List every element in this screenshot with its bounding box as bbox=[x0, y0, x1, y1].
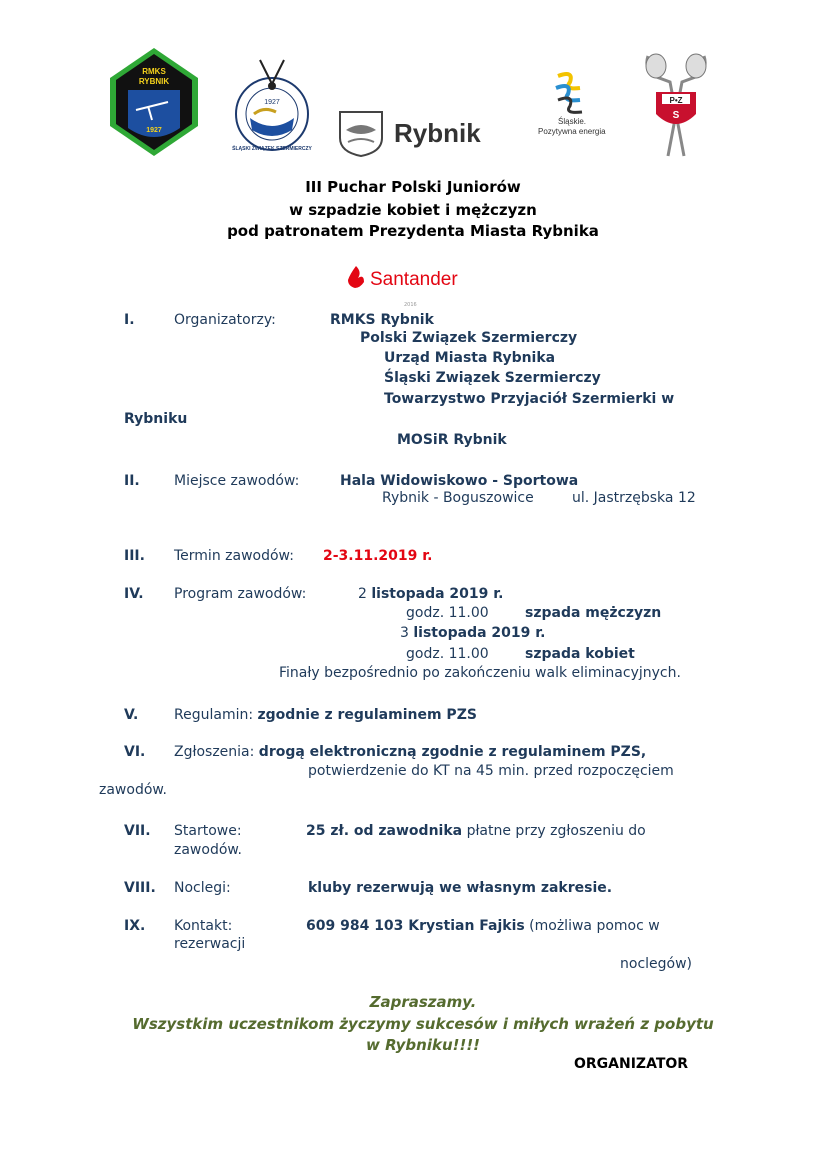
section-2-number: II. bbox=[124, 473, 140, 489]
fee-text bbox=[306, 823, 646, 839]
section-5-label: Regulamin: bbox=[174, 707, 254, 723]
szz-arc-text: ŚLĄSKI ZWIĄZEK SZERMIERCZY bbox=[232, 146, 312, 152]
section-6-text bbox=[174, 744, 646, 760]
santander-wordmark: Santander bbox=[370, 269, 458, 290]
program-day-1 bbox=[358, 586, 504, 602]
rmks-line2: RYBNIK bbox=[138, 77, 170, 86]
rmks-rybnik-logo bbox=[108, 46, 200, 158]
contact-line-3: noclegów) bbox=[620, 956, 693, 972]
rmks-year: 1927 bbox=[146, 127, 162, 134]
section-2-label: Miejsce zawodów: bbox=[174, 473, 300, 489]
section-3-label: Termin zawodów: bbox=[174, 548, 294, 564]
section-8-number: VIII. bbox=[124, 880, 156, 896]
regulations-value: zgodnie z regulaminem PZS bbox=[257, 707, 477, 723]
program-event-2: szpada kobiet bbox=[525, 646, 635, 662]
section-8-label: Noclegi: bbox=[174, 880, 231, 896]
registration-line-2: potwierdzenie do KT na 45 min. przed rozpoczęciem bbox=[308, 763, 674, 779]
signature: ORGANIZATOR bbox=[574, 1056, 689, 1072]
section-4-label: Program zawodów: bbox=[174, 586, 307, 602]
tiny-mark: 2016 bbox=[404, 302, 417, 308]
organizer-4: Śląski Związek Szermierczy bbox=[384, 370, 601, 386]
rmks-line1: RMKS bbox=[142, 67, 166, 76]
section-5-text bbox=[174, 707, 477, 723]
fee-value: 25 zł. od zawodnika bbox=[306, 823, 463, 839]
santander-logo bbox=[346, 264, 480, 290]
organizer-2: Polski Związek Szermierczy bbox=[360, 330, 578, 346]
closing-invitation: Zapraszamy. bbox=[369, 993, 477, 1011]
contact-rest: (możliwa pomoc w bbox=[529, 918, 660, 934]
organizer-5-continued: Rybniku bbox=[124, 411, 188, 427]
program-time-1: godz. 11.00 bbox=[406, 605, 489, 621]
accommodation-value: kluby rezerwują we własnym zakresie. bbox=[308, 880, 613, 896]
slaski-zwiazek-szermierczy-logo bbox=[230, 58, 314, 154]
section-1-number: I. bbox=[124, 312, 135, 328]
fee-line-2: zawodów. bbox=[174, 842, 243, 858]
slaskie-line1: Śląskie. bbox=[558, 117, 587, 126]
section-6-label: Zgłoszenia: bbox=[174, 744, 255, 760]
program-day-1-month: listopada 2019 r. bbox=[371, 586, 504, 602]
rybnik-wordmark: Rybnik bbox=[394, 118, 481, 148]
program-finals-note: Finały bezpośrednio po zakończeniu walk eliminacyjnych. bbox=[279, 665, 681, 681]
venue-street: ul. Jastrzębska 12 bbox=[572, 490, 696, 506]
program-day-2 bbox=[400, 625, 546, 641]
section-5-number: V. bbox=[124, 707, 139, 723]
section-9-label: Kontakt: bbox=[174, 918, 233, 934]
section-4-number: IV. bbox=[124, 586, 144, 602]
slaskie-logo bbox=[536, 68, 616, 140]
program-day-1-number: 2 bbox=[358, 586, 367, 602]
subtitle-line-2: pod patronatem Prezydenta Miasta Rybnika bbox=[227, 222, 599, 240]
section-9-number: IX. bbox=[124, 918, 146, 934]
rybnik-city-logo bbox=[338, 108, 518, 158]
program-day-2-number: 3 bbox=[400, 625, 409, 641]
organizer-5: Towarzystwo Przyjaciół Szermierki w bbox=[384, 391, 675, 407]
organizer-1: RMKS Rybnik bbox=[330, 312, 434, 328]
program-event-1: szpada mężczyzn bbox=[525, 605, 662, 621]
fee-rest: płatne przy zgłoszeniu do bbox=[466, 823, 646, 839]
program-day-2-month: listopada 2019 r. bbox=[413, 625, 546, 641]
contact-line-2: rezerwacji bbox=[174, 936, 246, 952]
szz-year: 1927 bbox=[264, 99, 280, 106]
venue-name: Hala Widowiskowo - Sportowa bbox=[340, 473, 579, 489]
contact-text bbox=[306, 918, 660, 934]
pzs-logo bbox=[640, 52, 712, 158]
contact-value: 609 984 103 Krystian Fajkis bbox=[306, 918, 525, 934]
organizer-3: Urząd Miasta Rybnika bbox=[384, 350, 556, 366]
pzs-letters: P•Z bbox=[669, 96, 683, 105]
subtitle-line-1: w szpadzie kobiet i mężczyzn bbox=[289, 201, 537, 219]
program-time-2: godz. 11.00 bbox=[406, 646, 489, 662]
closing-wishes: Wszystkim uczestnikom życzymy sukcesów i miłych wrażeń z pobytu bbox=[132, 1015, 714, 1033]
closing-wishes-end: w Rybniku!!!! bbox=[365, 1036, 481, 1054]
section-3-number: III. bbox=[124, 548, 145, 564]
registration-value: drogą elektroniczną zgodnie z regulaminem PZS, bbox=[258, 744, 647, 760]
event-date: 2-3.11.2019 r. bbox=[323, 548, 433, 564]
page-title: III Puchar Polski Juniorów bbox=[305, 178, 521, 196]
organizer-6: MOSiR Rybnik bbox=[397, 432, 507, 448]
venue-district: Rybnik - Boguszowice bbox=[382, 490, 534, 506]
slaskie-line2: Pozytywna energia bbox=[538, 127, 606, 136]
section-1-label: Organizatorzy: bbox=[174, 312, 276, 328]
section-7-number: VII. bbox=[124, 823, 151, 839]
section-7-label: Startowe: bbox=[174, 823, 242, 839]
pzs-letter-s: S bbox=[672, 110, 680, 121]
registration-line-3: zawodów. bbox=[99, 782, 168, 798]
section-6-number: VI. bbox=[124, 744, 146, 760]
